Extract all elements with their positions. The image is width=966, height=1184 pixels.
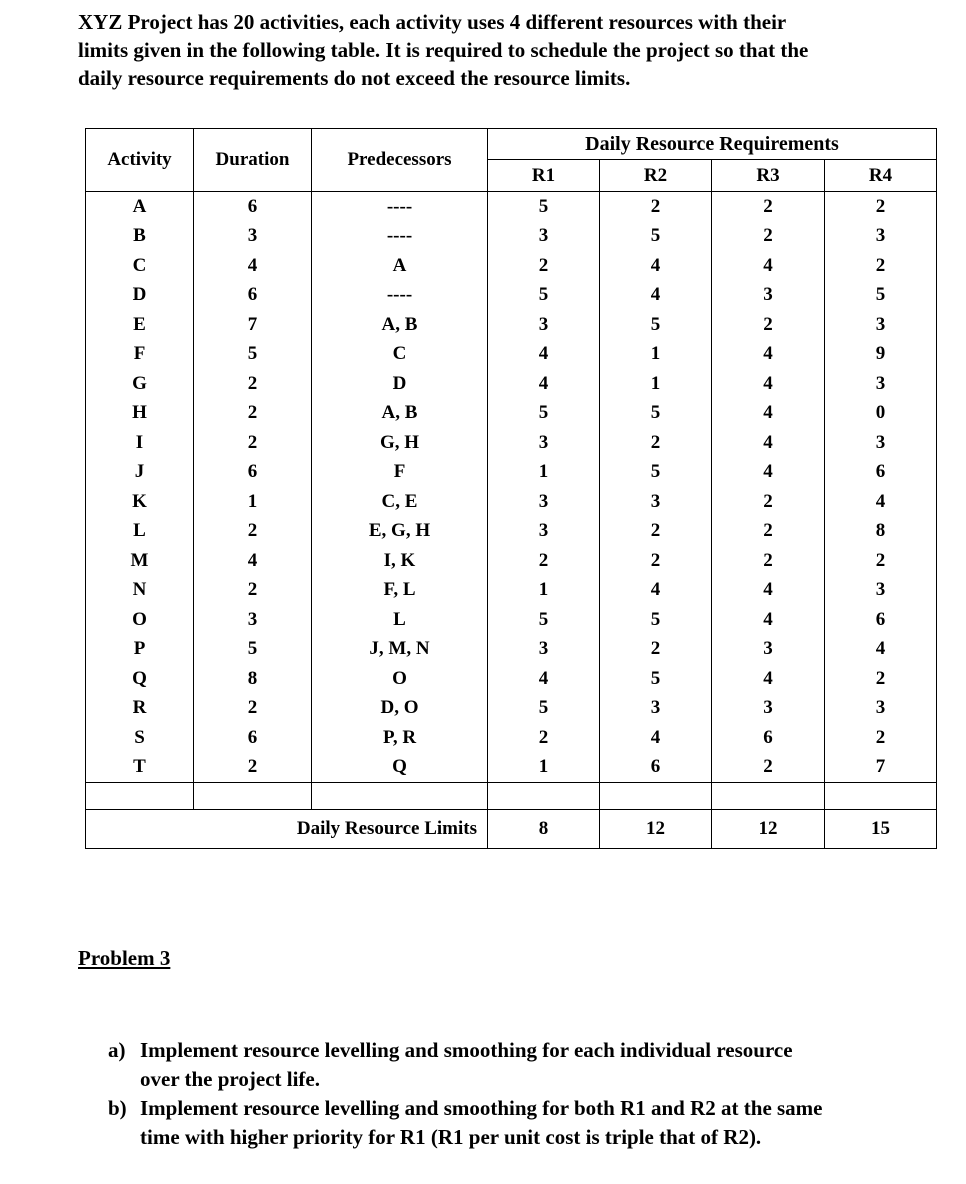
task-line: over the project life.	[140, 1067, 320, 1091]
header-predecessors: Predecessors	[312, 129, 488, 192]
intro-paragraph	[78, 8, 948, 92]
cell-activity: S	[86, 723, 194, 753]
cell-activity: B	[86, 222, 194, 252]
cell-r2: 4	[600, 723, 712, 753]
cell-duration: 2	[194, 694, 312, 724]
blank-cell	[312, 783, 488, 810]
cell-r4: 2	[825, 723, 937, 753]
cell-r3: 2	[712, 517, 825, 547]
cell-r1: 1	[488, 753, 600, 783]
cell-r4: 3	[825, 310, 937, 340]
table-row	[86, 694, 937, 724]
cell-r4: 6	[825, 458, 937, 488]
cell-r2: 5	[600, 399, 712, 429]
table-row	[86, 664, 937, 694]
cell-activity: O	[86, 605, 194, 635]
cell-predecessors: D, O	[312, 694, 488, 724]
cell-duration: 3	[194, 605, 312, 635]
task-marker: a)	[108, 1038, 126, 1062]
cell-r4: 3	[825, 576, 937, 606]
table-row	[86, 605, 937, 635]
intro-line: limits given in the following table. It is required to schedule the project so that the	[78, 38, 809, 62]
cell-predecessors: ----	[312, 222, 488, 252]
cell-r2: 4	[600, 576, 712, 606]
cell-r1: 3	[488, 222, 600, 252]
cell-activity: M	[86, 546, 194, 576]
cell-predecessors: L	[312, 605, 488, 635]
table-row	[86, 399, 937, 429]
cell-r2: 2	[600, 517, 712, 547]
cell-r4: 3	[825, 222, 937, 252]
cell-r3: 4	[712, 399, 825, 429]
cell-r1: 5	[488, 192, 600, 222]
cell-activity: J	[86, 458, 194, 488]
table-row	[86, 517, 937, 547]
cell-r3: 4	[712, 369, 825, 399]
table-row	[86, 340, 937, 370]
cell-r2: 1	[600, 369, 712, 399]
cell-r2: 4	[600, 281, 712, 311]
cell-r1: 2	[488, 546, 600, 576]
task-line: Implement resource levelling and smoothing for each individual resource	[140, 1038, 793, 1062]
cell-r2: 2	[600, 546, 712, 576]
cell-r2: 1	[600, 340, 712, 370]
blank-cell	[825, 783, 937, 810]
limits-row	[86, 810, 937, 849]
table-row	[86, 635, 937, 665]
cell-duration: 3	[194, 222, 312, 252]
table-row	[86, 222, 937, 252]
cell-duration: 2	[194, 517, 312, 547]
cell-activity: H	[86, 399, 194, 429]
cell-activity: F	[86, 340, 194, 370]
cell-activity: L	[86, 517, 194, 547]
cell-predecessors: P, R	[312, 723, 488, 753]
cell-activity: K	[86, 487, 194, 517]
cell-duration: 8	[194, 664, 312, 694]
cell-r2: 2	[600, 192, 712, 222]
cell-r3: 2	[712, 222, 825, 252]
cell-r1: 3	[488, 517, 600, 547]
cell-r1: 4	[488, 369, 600, 399]
table-row	[86, 369, 937, 399]
cell-duration: 6	[194, 723, 312, 753]
cell-r4: 2	[825, 664, 937, 694]
cell-duration: 2	[194, 428, 312, 458]
header-r1: R1	[488, 160, 600, 192]
cell-duration: 5	[194, 340, 312, 370]
cell-duration: 2	[194, 369, 312, 399]
cell-r4: 7	[825, 753, 937, 783]
cell-r2: 6	[600, 753, 712, 783]
task-marker: b)	[108, 1096, 127, 1120]
cell-r2: 4	[600, 251, 712, 281]
cell-r3: 3	[712, 694, 825, 724]
cell-r3: 4	[712, 664, 825, 694]
task-item	[108, 1094, 958, 1152]
intro-line: XYZ Project has 20 activities, each activity uses 4 different resources with their	[78, 10, 787, 34]
cell-r2: 5	[600, 664, 712, 694]
cell-predecessors: A, B	[312, 399, 488, 429]
cell-duration: 2	[194, 753, 312, 783]
cell-r4: 2	[825, 251, 937, 281]
cell-activity: E	[86, 310, 194, 340]
cell-r4: 8	[825, 517, 937, 547]
cell-predecessors: ----	[312, 192, 488, 222]
limit-r1: 8	[488, 810, 600, 849]
cell-r4: 3	[825, 428, 937, 458]
cell-activity: C	[86, 251, 194, 281]
cell-r3: 2	[712, 310, 825, 340]
cell-predecessors: E, G, H	[312, 517, 488, 547]
cell-r2: 2	[600, 635, 712, 665]
cell-r4: 4	[825, 487, 937, 517]
header-daily-resource-requirements: Daily Resource Requirements	[488, 129, 937, 160]
cell-r1: 2	[488, 251, 600, 281]
cell-r2: 3	[600, 487, 712, 517]
table-row	[86, 753, 937, 783]
task-list	[108, 1036, 958, 1152]
table-row	[86, 487, 937, 517]
cell-activity: A	[86, 192, 194, 222]
cell-r1: 1	[488, 458, 600, 488]
cell-r3: 2	[712, 753, 825, 783]
cell-activity: Q	[86, 664, 194, 694]
cell-r4: 5	[825, 281, 937, 311]
cell-predecessors: D	[312, 369, 488, 399]
table-row	[86, 576, 937, 606]
limit-r2: 12	[600, 810, 712, 849]
table-row	[86, 192, 937, 222]
cell-r1: 4	[488, 664, 600, 694]
cell-activity: D	[86, 281, 194, 311]
table-row	[86, 723, 937, 753]
cell-r4: 6	[825, 605, 937, 635]
cell-activity: I	[86, 428, 194, 458]
cell-r4: 3	[825, 369, 937, 399]
table-row	[86, 546, 937, 576]
cell-duration: 7	[194, 310, 312, 340]
table-row	[86, 428, 937, 458]
cell-r4: 3	[825, 694, 937, 724]
limits-label: Daily Resource Limits	[86, 810, 488, 849]
cell-duration: 4	[194, 251, 312, 281]
cell-r3: 4	[712, 576, 825, 606]
cell-r3: 2	[712, 546, 825, 576]
cell-r3: 2	[712, 487, 825, 517]
cell-r1: 5	[488, 281, 600, 311]
limit-r3: 12	[712, 810, 825, 849]
cell-predecessors: C	[312, 340, 488, 370]
cell-predecessors: I, K	[312, 546, 488, 576]
cell-activity: R	[86, 694, 194, 724]
cell-activity: N	[86, 576, 194, 606]
cell-r4: 4	[825, 635, 937, 665]
table-row	[86, 310, 937, 340]
cell-predecessors: F	[312, 458, 488, 488]
cell-duration: 2	[194, 399, 312, 429]
cell-r1: 3	[488, 487, 600, 517]
task-item	[108, 1036, 958, 1094]
header-r2: R2	[600, 160, 712, 192]
intro-line: daily resource requirements do not exceed the resource limits.	[78, 66, 631, 90]
limit-r4: 15	[825, 810, 937, 849]
cell-r1: 3	[488, 635, 600, 665]
cell-predecessors: G, H	[312, 428, 488, 458]
cell-r3: 4	[712, 458, 825, 488]
cell-activity: G	[86, 369, 194, 399]
table-row	[86, 251, 937, 281]
cell-predecessors: A	[312, 251, 488, 281]
header-r4: R4	[825, 160, 937, 192]
cell-r2: 2	[600, 428, 712, 458]
cell-activity: P	[86, 635, 194, 665]
cell-r4: 2	[825, 192, 937, 222]
problem-title: Problem 3	[78, 946, 171, 970]
cell-predecessors: ----	[312, 281, 488, 311]
cell-duration: 6	[194, 458, 312, 488]
cell-r1: 1	[488, 576, 600, 606]
blank-cell	[86, 783, 194, 810]
cell-r4: 9	[825, 340, 937, 370]
cell-r3: 3	[712, 281, 825, 311]
header-r3: R3	[712, 160, 825, 192]
cell-r2: 5	[600, 605, 712, 635]
cell-predecessors: Q	[312, 753, 488, 783]
cell-r1: 4	[488, 340, 600, 370]
header-duration: Duration	[194, 129, 312, 192]
blank-row	[86, 783, 937, 810]
table-row	[86, 458, 937, 488]
cell-r3: 3	[712, 635, 825, 665]
cell-r4: 0	[825, 399, 937, 429]
cell-duration: 4	[194, 546, 312, 576]
cell-predecessors: J, M, N	[312, 635, 488, 665]
cell-predecessors: C, E	[312, 487, 488, 517]
cell-activity: T	[86, 753, 194, 783]
cell-predecessors: A, B	[312, 310, 488, 340]
cell-r2: 3	[600, 694, 712, 724]
cell-r3: 4	[712, 340, 825, 370]
cell-r3: 4	[712, 251, 825, 281]
resource-table	[85, 128, 937, 849]
cell-r3: 4	[712, 428, 825, 458]
cell-duration: 6	[194, 192, 312, 222]
cell-predecessors: F, L	[312, 576, 488, 606]
cell-r1: 5	[488, 694, 600, 724]
cell-r1: 5	[488, 605, 600, 635]
cell-r1: 3	[488, 310, 600, 340]
header-activity: Activity	[86, 129, 194, 192]
blank-cell	[194, 783, 312, 810]
cell-r3: 4	[712, 605, 825, 635]
cell-duration: 1	[194, 487, 312, 517]
cell-r1: 3	[488, 428, 600, 458]
cell-r1: 2	[488, 723, 600, 753]
cell-r2: 5	[600, 458, 712, 488]
cell-duration: 5	[194, 635, 312, 665]
blank-cell	[488, 783, 600, 810]
cell-duration: 6	[194, 281, 312, 311]
task-line: time with higher priority for R1 (R1 per unit cost is triple that of R2).	[140, 1125, 762, 1149]
table-row	[86, 281, 937, 311]
cell-r2: 5	[600, 310, 712, 340]
blank-cell	[712, 783, 825, 810]
cell-r1: 5	[488, 399, 600, 429]
cell-predecessors: O	[312, 664, 488, 694]
blank-cell	[600, 783, 712, 810]
cell-r4: 2	[825, 546, 937, 576]
cell-r3: 2	[712, 192, 825, 222]
cell-r2: 5	[600, 222, 712, 252]
cell-duration: 2	[194, 576, 312, 606]
task-line: Implement resource levelling and smoothing for both R1 and R2 at the same	[140, 1096, 823, 1120]
cell-r3: 6	[712, 723, 825, 753]
